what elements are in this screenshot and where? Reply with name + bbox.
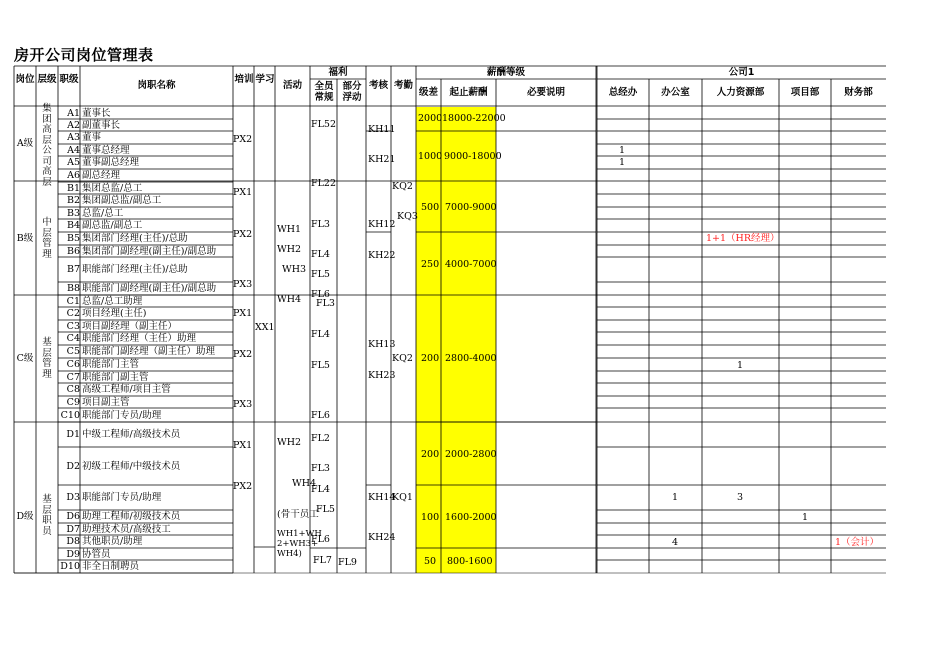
row-name: 副董事长 <box>82 119 121 131</box>
row-name: 项目副主管 <box>82 396 130 408</box>
salary-diff: 250 <box>421 259 440 270</box>
salary-diff: 1000 <box>418 151 443 162</box>
welfare-full-label: FL4 <box>311 249 330 260</box>
training-label: PX1 <box>233 440 253 451</box>
training-label: PX2 <box>233 349 253 360</box>
salary-diff: 2000 <box>418 113 443 124</box>
assess-label: KH12 <box>368 219 396 230</box>
row-code: D1 <box>66 429 80 440</box>
row-code: A6 <box>67 170 80 181</box>
header-post: 岗位 <box>15 74 35 85</box>
attendance-label: KQ2 <box>392 353 413 364</box>
row-code: D10 <box>60 561 80 572</box>
training-label: PX3 <box>233 399 253 410</box>
attendance-label: KQ2 <box>392 181 413 192</box>
header-study: 学习 <box>255 74 275 85</box>
welfare-full-label: FL5 <box>311 360 330 371</box>
group-layer-a: 集团高层公司高层 <box>42 103 52 188</box>
training-label: PX2 <box>233 134 253 145</box>
row-code: C2 <box>66 308 80 319</box>
row-name: 职能部门经理（主任）助理 <box>82 333 197 344</box>
row-name: 职能部门副经理（副主任）助理 <box>82 346 216 357</box>
salary-diff: 200 <box>421 353 440 364</box>
header-salary-grade: 薪酬等级 <box>486 67 525 78</box>
salary-diff: 50 <box>424 556 437 567</box>
welfare-float-label: FL9 <box>338 557 357 568</box>
training-label: PX2 <box>233 481 253 492</box>
row-name: 集团部门副经理(副主任)/副总助 <box>82 245 217 257</box>
row-code: A5 <box>67 157 80 168</box>
row-name: 职能部门专员/助理 <box>82 492 162 503</box>
row-code: D7 <box>66 523 80 535</box>
row-name: 总监/总工助理 <box>82 295 143 307</box>
dept-count: 4 <box>672 537 679 548</box>
training-label: PX3 <box>233 279 253 290</box>
salary-range: 9000-18000 <box>444 151 502 162</box>
welfare-full-label: FL52 <box>311 119 336 130</box>
salary-diff: 200 <box>421 449 440 460</box>
training-label: PX2 <box>233 229 253 240</box>
row-code: D3 <box>66 492 80 503</box>
activity-label: WH3 <box>282 264 307 275</box>
salary-range: 18000-22000 <box>442 113 506 124</box>
row-code: B6 <box>66 245 80 257</box>
header-dept-2: 办公室 <box>661 87 690 98</box>
group-layer-d: 基层职员 <box>42 494 52 537</box>
header-layer: 层级 <box>37 74 57 85</box>
row-name: 其他职员/助理 <box>82 536 143 547</box>
header-salary-range: 起止薪酬 <box>449 87 488 98</box>
dept-count: 1 <box>619 145 626 156</box>
row-name: 中级工程师/高级技术员 <box>82 429 181 440</box>
row-name: 集团部门经理(主任)/总助 <box>82 233 188 244</box>
row-code: C7 <box>66 371 80 383</box>
welfare-full-label: FL2 <box>311 433 330 444</box>
group-post-b: B级 <box>16 233 34 244</box>
welfare-full-label: FL6 <box>311 410 330 421</box>
welfare-full-label: FL4 <box>311 484 330 495</box>
row-code: C10 <box>60 409 80 421</box>
row-code: C4 <box>66 333 80 344</box>
row-code: C9 <box>66 396 80 408</box>
training-label: PX1 <box>233 308 253 319</box>
row-name: 董事 <box>82 132 102 143</box>
row-name: 总监/总工 <box>82 207 124 219</box>
row-name: 副总经理 <box>82 170 121 181</box>
row-name: 助理工程师/初级技术员 <box>82 511 181 522</box>
row-name: 高级工程师/项目主管 <box>82 384 171 395</box>
salary-range: 2800-4000 <box>445 353 497 364</box>
row-name: 集团副总监/副总工 <box>82 195 162 206</box>
dept-count: 1 <box>672 492 679 503</box>
row-code: B7 <box>66 264 80 275</box>
header-assess: 考核 <box>368 80 388 91</box>
welfare-full-label: FL7 <box>313 555 332 566</box>
header-welfare-float: 部分浮动 <box>342 81 362 103</box>
row-name: 项目经理(主任) <box>82 308 147 319</box>
header-note: 必要说明 <box>526 87 565 98</box>
welfare-full-label: FL4 <box>311 329 330 340</box>
salary-range: 4000-7000 <box>445 259 497 270</box>
row-code: B2 <box>66 195 80 206</box>
row-name: 集团总监/总工 <box>82 182 143 194</box>
welfare-full-label: FL3 <box>311 463 330 474</box>
activity-label: 2+WH3+ <box>277 539 319 549</box>
row-name: 职能部门副经理(副主任)/副总助 <box>82 283 217 294</box>
assess-label: KH11 <box>368 124 396 135</box>
group-layer-c: 基层管理 <box>42 337 52 380</box>
row-code: B3 <box>66 207 80 219</box>
dept-count: 1 <box>802 512 809 523</box>
row-name: 职能部门主管 <box>82 359 140 370</box>
row-name: 职能部门经理(主任)/总助 <box>82 264 188 275</box>
row-code: C3 <box>66 320 80 332</box>
activity-label: (骨干员工 <box>277 509 319 520</box>
row-code: A2 <box>67 119 80 131</box>
header-dept-1: 总经办 <box>608 87 638 98</box>
welfare-full-label: FL22 <box>311 178 336 189</box>
header-welfare: 福利 <box>328 67 348 78</box>
header-dept-4: 项目部 <box>790 87 820 98</box>
row-name: 副总监/副总工 <box>82 220 143 231</box>
header-post-name: 岗职名称 <box>137 80 176 91</box>
attendance-label: KQ1 <box>392 492 413 503</box>
activity-label: WH1 <box>277 224 302 235</box>
salary-diff: 100 <box>421 512 440 523</box>
row-code: D9 <box>66 548 80 560</box>
activity-label: WH4) <box>277 549 302 559</box>
row-code: B8 <box>66 283 80 294</box>
row-code: D2 <box>66 460 80 472</box>
row-name: 协管员 <box>82 548 111 560</box>
salary-range: 1600-2000 <box>445 512 497 523</box>
assess-label: KH13 <box>368 339 396 350</box>
salary-range: 2000-2800 <box>445 449 497 460</box>
row-code: B5 <box>66 233 80 244</box>
row-code: B4 <box>66 220 80 231</box>
attendance-label: KQ3 <box>397 211 418 222</box>
training-label: PX1 <box>233 187 253 198</box>
salary-range: 800-1600 <box>447 556 493 567</box>
group-post-a: A级 <box>16 138 34 149</box>
salary-band-fills <box>416 107 496 573</box>
row-name: 职能部门专员/助理 <box>82 409 162 421</box>
assess-label: KH23 <box>368 370 396 381</box>
assess-label: KH21 <box>368 154 396 165</box>
row-code: C5 <box>66 346 80 357</box>
assess-label: KH22 <box>368 250 396 261</box>
header-dept-5: 财务部 <box>844 87 873 98</box>
group-post-d: D级 <box>16 511 34 522</box>
row-name: 董事长 <box>82 107 111 119</box>
row-name: 初级工程师/中级技术员 <box>82 460 181 472</box>
dept-count: 1+1（HR经理） <box>706 233 780 244</box>
salary-diff: 500 <box>421 202 440 213</box>
header-activity: 活动 <box>282 80 302 91</box>
row-code: D6 <box>66 511 80 522</box>
activity-label: WH4 <box>277 294 302 305</box>
header-training: 培训 <box>234 74 254 85</box>
assess-label: KH24 <box>368 532 396 543</box>
dept-count: 1（会计） <box>835 537 880 548</box>
header-attendance: 考勤 <box>393 80 413 91</box>
row-name: 助理技术员/高级技工 <box>82 523 171 535</box>
row-code: A4 <box>67 144 80 156</box>
header-grade-diff: 级差 <box>418 87 438 98</box>
row-code: C8 <box>66 384 80 395</box>
activity-label: WH2 <box>277 244 302 255</box>
welfare-full-label: FL6 <box>311 534 330 545</box>
row-code: A1 <box>67 107 80 119</box>
group-post-c: C级 <box>16 353 34 364</box>
header-dept-3: 人力资源部 <box>716 87 765 98</box>
welfare-full-label: FL3 <box>311 219 330 230</box>
row-code: B1 <box>66 182 80 194</box>
welfare-full-label: FL5 <box>316 504 335 515</box>
row-code: D8 <box>66 536 80 547</box>
welfare-full-label: FL5 <box>311 269 330 280</box>
header-welfare-full: 全员常规 <box>314 81 334 103</box>
header-rank: 职级 <box>59 74 79 85</box>
welfare-full-label: FL6 <box>311 289 330 300</box>
row-name: 职能部门副主管 <box>82 371 149 383</box>
activity-label: WH2 <box>277 437 302 448</box>
welfare-full-label: FL3 <box>316 298 335 309</box>
activity-label: WH4 <box>292 478 317 489</box>
salary-range: 7000-9000 <box>445 202 497 213</box>
group-layer-b: 中层管理 <box>42 217 52 260</box>
dept-count: 3 <box>737 492 744 503</box>
header-company: 公司1 <box>728 67 755 78</box>
row-name: 董事副总经理 <box>82 157 140 168</box>
dept-count: 1 <box>737 360 744 371</box>
row-name: 项目副经理（副主任） <box>82 320 178 332</box>
row-name: 非全日制聘员 <box>82 561 140 572</box>
assess-label: KH14 <box>368 492 396 503</box>
study-label: XX1 <box>255 322 275 333</box>
row-code: C6 <box>66 359 80 370</box>
page-title: 房开公司岗位管理表 <box>14 46 154 64</box>
row-code: A3 <box>67 132 80 143</box>
row-name: 董事总经理 <box>82 144 130 156</box>
activity-label: WH1+WH <box>277 529 322 539</box>
row-code: C1 <box>66 295 80 307</box>
dept-count: 1 <box>619 157 626 168</box>
